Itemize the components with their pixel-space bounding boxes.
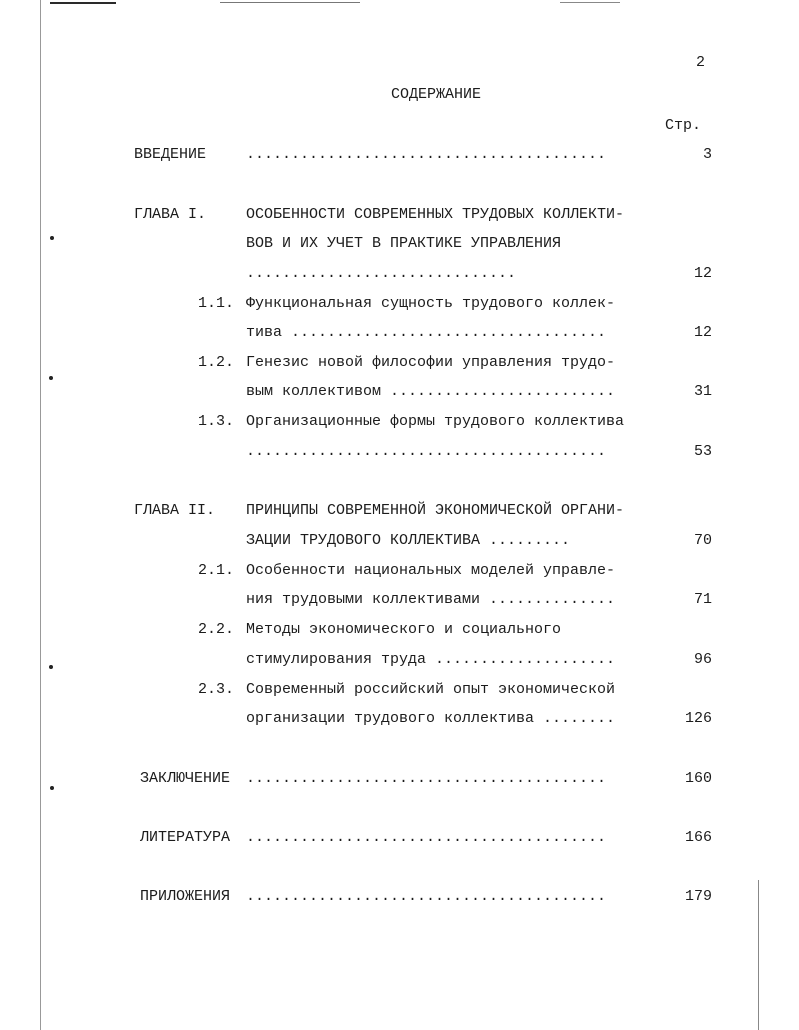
toc-entry-title: Современный российский опыт экономической <box>246 681 616 698</box>
toc-entry-title: вым коллективом ......................... <box>246 383 616 400</box>
toc-entry-label: ЗАКЛЮЧЕНИЕ <box>140 770 231 787</box>
toc-entry-label: ПРИЛОЖЕНИЯ <box>140 888 231 905</box>
toc-entry-page: 160 <box>684 770 712 787</box>
toc-entry-label: 1.1. <box>198 295 235 312</box>
page-number: 2 <box>695 54 705 71</box>
toc-entry-title: Особенности национальных моделей управле- <box>246 562 616 579</box>
toc-entry-title: ОСОБЕННОСТИ СОВРЕМЕННЫХ ТРУДОВЫХ КОЛЛЕКТИ- <box>246 206 625 223</box>
scan-speck <box>50 236 54 240</box>
toc-entry-title: ния трудовыми коллективами .............. <box>246 591 616 608</box>
toc-entry-page: 12 <box>693 324 712 341</box>
toc-entry-title: Организационные формы трудового коллектива <box>246 413 625 430</box>
toc-entry-label: 1.2. <box>198 354 235 371</box>
page-column-label: Стр. <box>665 117 702 134</box>
scan-speck <box>49 376 53 380</box>
toc-entry-title: ВОВ И ИХ УЧЕТ В ПРАКТИКЕ УПРАВЛЕНИЯ <box>246 235 562 252</box>
toc-entry-title: тива ................................... <box>246 324 607 341</box>
toc-entry-title: ЗАЦИИ ТРУДОВОГО КОЛЛЕКТИВА ......... <box>246 532 571 549</box>
page-title: СОДЕРЖАНИЕ <box>391 86 482 103</box>
toc-entry-page: 71 <box>693 591 712 608</box>
toc-entry-label: 2.2. <box>198 621 235 638</box>
toc-entry-title: ПРИНЦИПЫ СОВРЕМЕННОЙ ЭКОНОМИЧЕСКОЙ ОРГАНИ- <box>246 502 625 519</box>
toc-entry-page: 126 <box>684 710 712 727</box>
toc-entry-page: 166 <box>684 829 712 846</box>
toc-entry-page: 53 <box>693 443 712 460</box>
toc-entry-leader: ........................................ <box>246 829 607 846</box>
toc-entry-label: ГЛАВА I. <box>134 206 207 223</box>
toc-entry-label: 2.1. <box>198 562 235 579</box>
toc-entry-page: 70 <box>693 532 712 549</box>
toc-entry-leader: .............................. <box>246 265 517 282</box>
toc-entry-title: Методы экономического и социального <box>246 621 562 638</box>
toc-entry-page: 3 <box>702 146 712 163</box>
toc-entry-label: 2.3. <box>198 681 235 698</box>
scan-speck <box>49 665 53 669</box>
toc-entry-leader: ........................................ <box>246 770 607 787</box>
toc-entry-title: стимулирования труда .................... <box>246 651 616 668</box>
toc-entry-page: 31 <box>693 383 712 400</box>
toc-entry-leader: ........................................ <box>246 888 607 905</box>
toc-entry-label: ВВЕДЕНИЕ <box>134 146 207 163</box>
toc-entry-label: 1.3. <box>198 413 235 430</box>
toc-entry-label: ГЛАВА II. <box>134 502 216 519</box>
toc-entry-leader: ........................................ <box>246 443 607 460</box>
scan-edge-top <box>50 2 116 4</box>
scan-edge-right <box>758 880 759 1030</box>
toc-entry-title: Функциональная сущность трудового коллек- <box>246 295 616 312</box>
scan-edge-top-2 <box>220 2 360 3</box>
toc-entry-page: 179 <box>684 888 712 905</box>
scan-speck <box>50 786 54 790</box>
toc-entry-title: Генезис новой философии управления трудо- <box>246 354 616 371</box>
toc-entry-leader: ........................................ <box>246 146 607 163</box>
scan-edge-left <box>40 0 41 1030</box>
toc-entry-title: организации трудового коллектива ........ <box>246 710 616 727</box>
toc-entry-label: ЛИТЕРАТУРА <box>140 829 231 846</box>
toc-entry-page: 12 <box>693 265 712 282</box>
toc-entry-page: 96 <box>693 651 712 668</box>
scan-edge-top-3 <box>560 2 620 3</box>
